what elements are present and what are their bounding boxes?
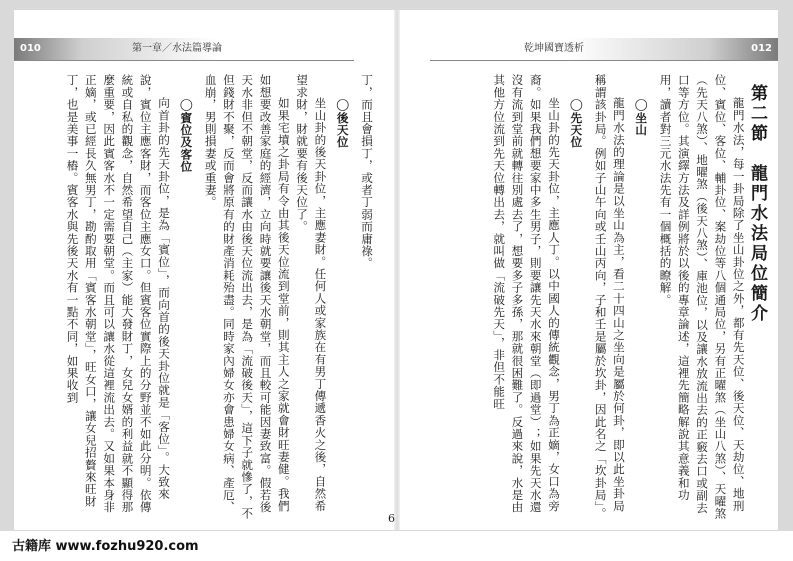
paragraph: 如果宅墳之卦局有令由其後天位流到堂前，則其主人之家就會財旺妻健。我們如想要改善家庭的經濟，立向時就要讓後天水朝堂，而且較可能因妻致富。假若後天水非但不朝堂，反而讓水由後天位流出去，是為「流破後天」，這下子就慘了，不但錢財不聚，反而會將原有的財產消耗殆盡。同時家內婦女亦會患婦女病、產厄、血崩，男則損妻或重妻。 xyxy=(203,74,291,520)
right-page-header xyxy=(430,38,778,61)
left-page-text xyxy=(54,74,376,522)
subheading: ◯先天位 xyxy=(569,97,584,149)
left-header-title: 第一章／水法篇導論 xyxy=(132,43,222,54)
section-title: 龍門水法局位簡介 xyxy=(747,164,767,324)
page-number: 6 xyxy=(388,512,395,525)
subheading: ◯坐山 xyxy=(634,97,649,137)
paragraph: 坐山卦的後天卦位，主應妻財。任何人或家族在有男丁傳遞香火之後，自然希望求財，財就要有後天位了。 xyxy=(295,74,328,512)
footer-bar xyxy=(0,531,793,561)
paragraph: 龍門水法的理論是以坐山為主，看二十四山之坐向是屬於何卦，即以此坐卦局稱謂該卦局。例如子山午向或壬山丙向，子和壬是屬於坎卦，因此名之「坎卦局」。 xyxy=(593,74,626,520)
paragraph: 丁，而且會損丁，或者丁弱而庸祿。 xyxy=(360,74,374,270)
paragraph: 坐山卦的先天卦位，主應人丁。以中國人的傳統觀念，男丁為正嫡，女口為旁裔。如果我們想要家中多生男子，則要讓先天水來朝堂（即過堂）；如果先天水還沒有流到堂前就轉往別處去了，想要多子多孫，那就很困難了。反過來說，水是由其他方位流到先天位轉出去，就叫做「流破先天」，非但不能旺 xyxy=(492,74,562,514)
right-page-text xyxy=(446,74,772,522)
right-page xyxy=(400,10,778,530)
left-page-header xyxy=(14,38,354,61)
subheading: ◯後天位 xyxy=(335,97,350,149)
right-header-page-label: 012 xyxy=(751,43,772,54)
site-watermark: 古籍库 www.fozhu920.com xyxy=(12,539,199,554)
subheading: ◯賓位及客位 xyxy=(179,97,194,173)
section-heading xyxy=(748,74,766,522)
paragraph: 龍門水法，每一卦局除了坐山卦位之外，都有先天位、後天位、天劫位、地刑位、賓位、客位、輔卦位、案劫位等八個通局位，另有正曜煞（坐山八煞）、天曜煞（先天八煞）、地曜煞（後天八煞）、庫池位，以及讓水放流出去的正竅去口或副去口等方位。其演繹方法及詳例將於以後的專章論述，這裡先簡略解說其意義和功用，讀者對三元水法先有一個概括的瞭解。 xyxy=(658,74,746,520)
left-page xyxy=(14,10,394,530)
book-spread xyxy=(14,10,778,530)
paragraph: 向首卦的先天卦位，是為「賓位」，而向首的後天卦位就是「客位」。大致來說，賓位主應客財，而客位主應女口。但賓客位實際上的分野並不如此分明。依傳統或自私的觀念，自然希望自己（主家）能大發財丁，女兒女婿的利益就不顯得那麼重要，因此賓客水不一定需要朝堂。而且可以讓水從這裡流出去。又如果本身非正嫡，或已經長久無男丁，勘酌取用「賓客水朝堂」，旺女口，讓女兒招贅來旺財丁，也是美事一樁。賓客水與先後天水有一點不同，如果收到 xyxy=(65,74,172,514)
right-header-title: 乾坤國寶透析 xyxy=(524,43,584,54)
section-chapter: 第二節 xyxy=(747,84,767,144)
left-header-page-label: 010 xyxy=(20,43,41,54)
